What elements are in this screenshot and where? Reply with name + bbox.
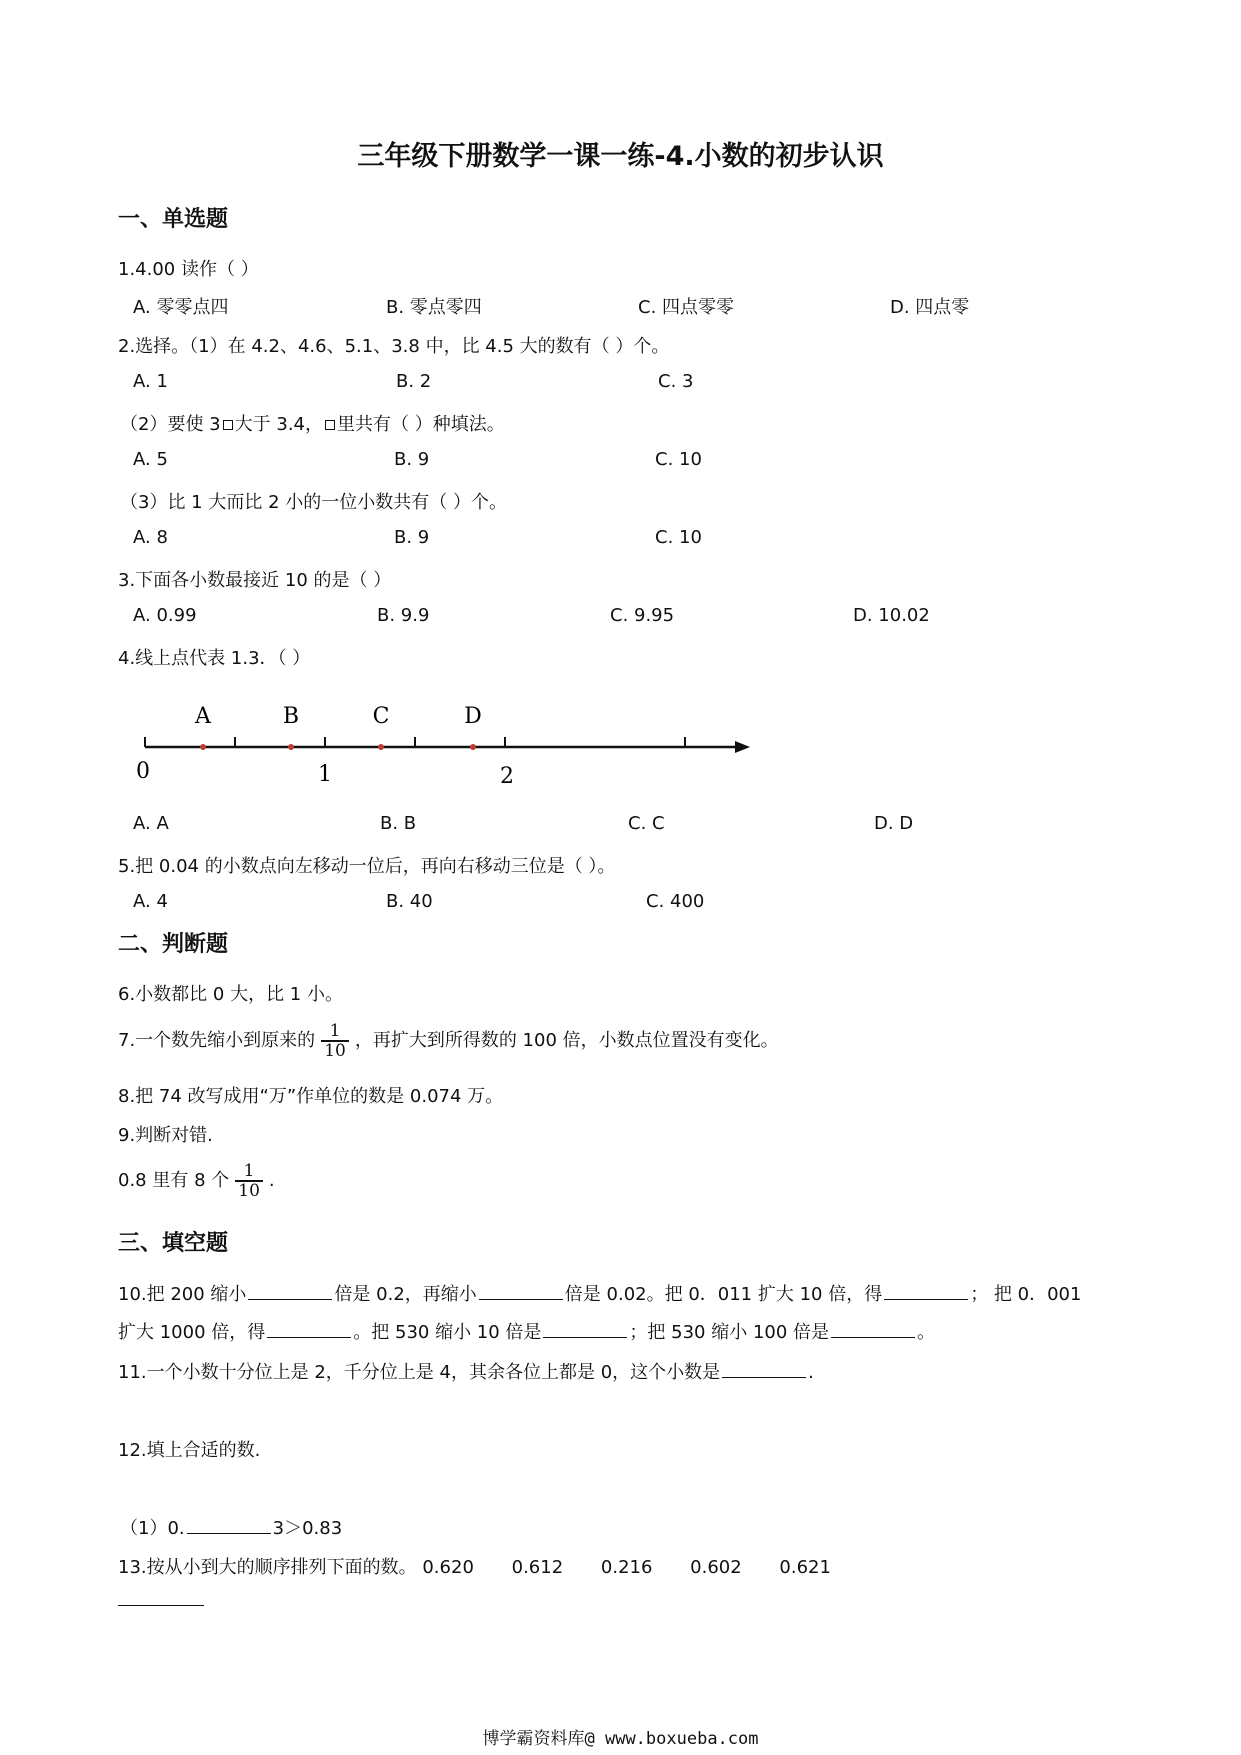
answer-blank[interactable] [543, 1319, 627, 1338]
q3-option-c[interactable]: C. 9.95 [610, 605, 675, 626]
point-label-b: B [282, 704, 300, 729]
point-label-a: A [195, 704, 211, 729]
section-heading-fill-blank: 三、填空题 [118, 1231, 229, 1256]
answer-blank[interactable] [248, 1281, 332, 1300]
point-d [470, 744, 476, 750]
question-2-sub-2 [120, 410, 505, 436]
answer-blank[interactable] [479, 1281, 563, 1300]
fraction-one-tenth [321, 1022, 349, 1060]
q13-number: 0.602 [690, 1557, 742, 1578]
q13-number: 0.621 [779, 1557, 831, 1578]
q2-1-option-c[interactable]: C. 3 [658, 371, 694, 392]
q5-option-a[interactable]: A. 4 [133, 891, 168, 912]
question-1: 1.4.00 读作（ ） [118, 259, 259, 280]
q7-text-b: ，再扩大到所得数的 100 倍，小数点位置没有变化。 [354, 1030, 779, 1051]
answer-blank[interactable] [831, 1319, 915, 1338]
answer-blank[interactable] [722, 1359, 806, 1378]
q11-text: 11.一个小数十分位上是 2，千分位上是 4，其余各位上都是 0，这个小数是 [118, 1362, 721, 1383]
q10-text: ；把 530 缩小 100 倍是 [629, 1322, 830, 1343]
question-2: 2.选择。（1）在 4.2、4.6、5.1、3.8 中，比 4.5 大的数有（ ）个。 [118, 336, 670, 357]
q10-text: 倍是 0.2，再缩小 [334, 1284, 477, 1305]
q13-number: 0.612 [511, 1557, 564, 1578]
point-label-d: D [464, 704, 482, 729]
question-3: 3.下面各小数最接近 10 的是（ ） [118, 570, 392, 591]
q2-1-option-a[interactable]: A. 1 [133, 371, 168, 392]
number-line-figure [130, 695, 760, 795]
question-8: 8.把 74 改写成用“万”作单位的数是 0.074 万。 [118, 1086, 504, 1107]
box-placeholder-icon [223, 420, 233, 430]
fraction-denominator: 10 [324, 1041, 346, 1061]
page-title: 三年级下册数学一课一练-4.小数的初步认识 [357, 141, 884, 172]
question-2-sub-3: （3）比 1 大而比 2 小的一位小数共有（ ）个。 [120, 492, 507, 513]
q9-text-a: 0.8 里有 8 个 [118, 1170, 230, 1191]
q2-3-option-c[interactable]: C. 10 [655, 527, 702, 548]
question-12-sub-1 [120, 1514, 342, 1540]
q13-number: 0.620 [422, 1557, 474, 1578]
q13-number: 0.216 [600, 1557, 653, 1578]
question-7 [118, 1022, 779, 1060]
q2-3-option-a[interactable]: A. 8 [133, 527, 168, 548]
q3-option-d[interactable]: D. 10.02 [853, 605, 930, 626]
q2-2-option-c[interactable]: C. 10 [655, 449, 702, 470]
footer-watermark: 博学霸资料库@ www.boxueba.com [482, 1729, 759, 1749]
q4-option-c[interactable]: C. C [628, 813, 665, 834]
q10-text: ； 把 0．001 [970, 1284, 1082, 1305]
tick-label-0: 0 [136, 759, 150, 784]
point-c [378, 744, 384, 750]
q2-sub2-text-a: （2）要使 3 [120, 414, 221, 435]
q2-2-option-a[interactable]: A. 5 [133, 449, 168, 470]
answer-blank[interactable] [187, 1515, 271, 1534]
q10-text: 10.把 200 缩小 [118, 1284, 247, 1305]
tick-label-2: 2 [500, 764, 514, 789]
section-heading-single-choice: 一、单选题 [118, 207, 229, 232]
q1-option-c[interactable]: C. 四点零零 [638, 297, 735, 318]
tick-label-1: 1 [318, 762, 332, 787]
q2-sub2-text-b: 大于 3.4， [234, 414, 323, 435]
q3-option-b[interactable]: B. 9.9 [377, 605, 430, 626]
q2-3-option-b[interactable]: B. 9 [394, 527, 430, 548]
q10-text: 。 [917, 1322, 936, 1343]
point-label-c: C [372, 704, 390, 729]
q1-option-b[interactable]: B. 零点零四 [386, 297, 482, 318]
q5-option-b[interactable]: B. 40 [386, 891, 433, 912]
q2-1-option-b[interactable]: B. 2 [396, 371, 432, 392]
question-9-statement [118, 1162, 275, 1200]
question-9: 9.判断对错. [118, 1125, 213, 1146]
question-11 [118, 1358, 814, 1384]
q2-sub2-text-c: 里共有（ ）种填法。 [337, 414, 505, 435]
q3-option-a[interactable]: A. 0.99 [133, 605, 197, 626]
q9-text-b: . [268, 1170, 275, 1191]
arrow-head-icon [735, 741, 750, 753]
question-10-line-2 [118, 1318, 935, 1344]
q7-text-a: 7.一个数先缩小到原来的 [118, 1030, 316, 1051]
fraction-numerator: 1 [321, 1022, 349, 1042]
q10-text: 扩大 1000 倍，得 [118, 1322, 266, 1343]
question-12: 12.填上合适的数. [118, 1440, 261, 1461]
q12-sub-text-a: （1）0. [120, 1518, 185, 1539]
question-5: 5.把 0.04 的小数点向左移动一位后，再向右移动三位是（ ）。 [118, 856, 616, 877]
q5-option-c[interactable]: C. 400 [646, 891, 705, 912]
q4-option-a[interactable]: A. A [133, 813, 169, 834]
q4-option-b[interactable]: B. B [380, 813, 417, 834]
question-4: 4.线上点代表 1.3．（ ） [118, 648, 311, 669]
q4-option-d[interactable]: D. D [874, 813, 914, 834]
q10-text: 倍是 0.02。把 0．011 扩大 10 倍，得 [564, 1284, 883, 1305]
answer-blank[interactable] [884, 1281, 968, 1300]
answer-blank[interactable] [267, 1319, 351, 1338]
q10-text: 。把 530 缩小 10 倍是 [353, 1322, 542, 1343]
fraction-one-tenth [235, 1162, 263, 1200]
point-a [200, 744, 206, 750]
q12-sub-text-b: 3＞0.83 [272, 1518, 343, 1539]
question-10-line-1 [118, 1280, 1081, 1306]
answer-blank[interactable] [118, 1605, 204, 1606]
q11-end: . [808, 1362, 814, 1383]
question-6: 6.小数都比 0 大，比 1 小。 [118, 984, 343, 1005]
box-placeholder-icon [325, 420, 335, 430]
q1-option-d[interactable]: D. 四点零 [890, 297, 970, 318]
q13-text: 13.按从小到大的顺序排列下面的数。 [118, 1557, 417, 1578]
fraction-denominator: 10 [238, 1181, 260, 1201]
section-heading-true-false: 二、判断题 [118, 932, 229, 957]
point-b [288, 744, 294, 750]
q2-2-option-b[interactable]: B. 9 [394, 449, 430, 470]
fraction-numerator: 1 [235, 1162, 263, 1182]
q1-option-a[interactable]: A. 零零点四 [133, 297, 229, 318]
question-13 [118, 1553, 831, 1579]
